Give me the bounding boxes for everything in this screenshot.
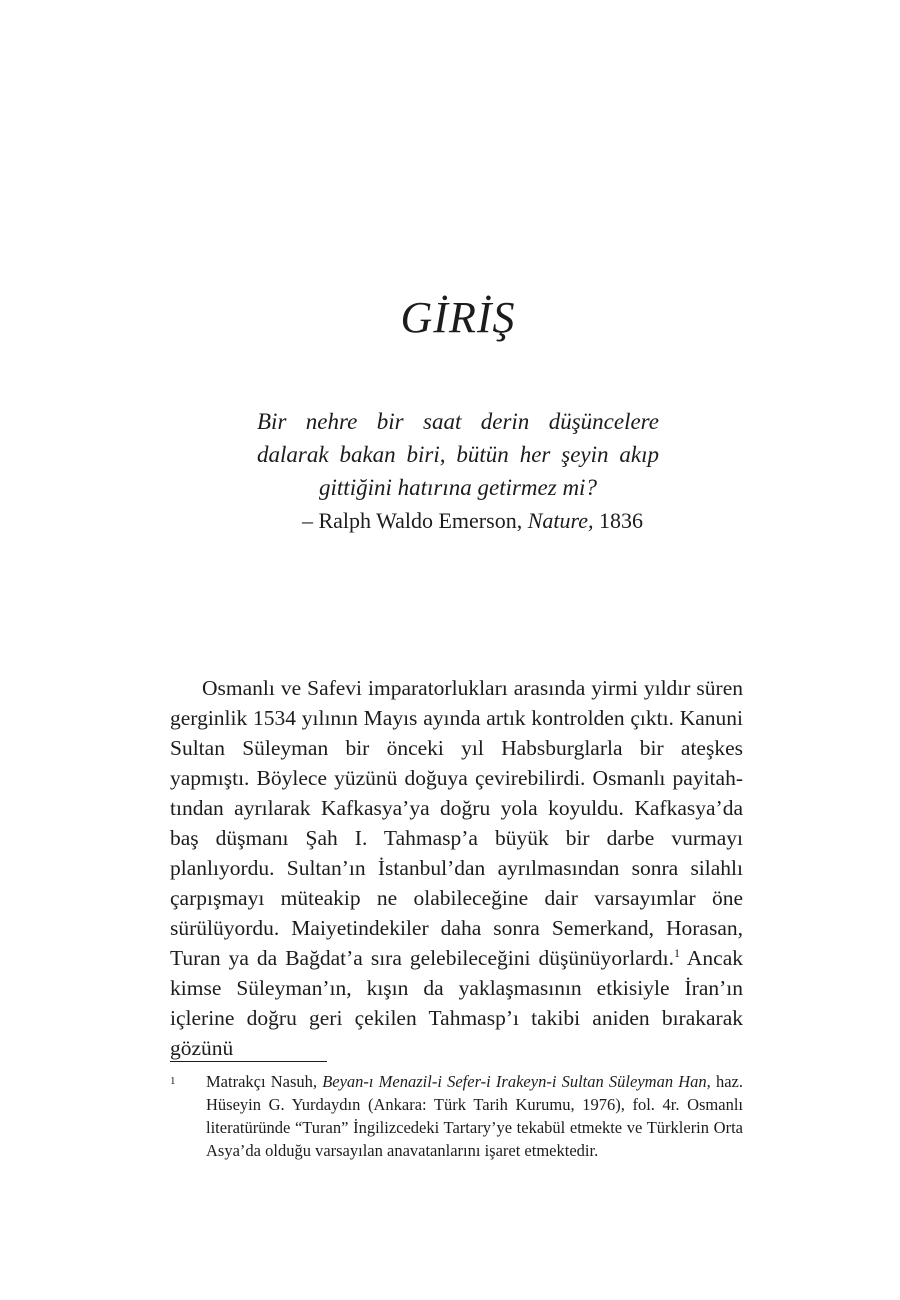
footnote (170, 1070, 743, 1162)
epigraph (257, 405, 659, 537)
epigraph-year: 1836 (593, 508, 643, 533)
body-text-part-2: Ancak kimse Süleyman’ın, kışın da yaklaşmasının etkisiyle İran’ın içlerine doğru geri çekilen Tahmasp’ı takibi aniden bırakarak gözünü (170, 946, 743, 1060)
epigraph-quote: Bir nehre bir saat derin düşüncelere dalarak bakan biri, bütün her şeyin akıp gittiğini hatırına getirmez mi? (257, 409, 659, 500)
footnote-reference[interactable]: 1 (674, 946, 681, 960)
footnote-number: 1 (170, 1075, 176, 1087)
epigraph-work-title: Nature, (527, 508, 594, 533)
chapter-title: GİRİŞ (400, 293, 516, 342)
footnote-citation: , haz. Hüseyin G. Yurdaydın (Ankara: Türk Tarih Kurumu, 1976), fol. 4r. Osmanlı literatüründe “Turan” İngilizcedeki Tartary’ye tekabül etmekte ve Türklerin Orta Asya’da olduğu varsayılan anavatanlarını işaret etmektedir. (206, 1072, 743, 1160)
footnote-author: Matrakçı Nasuh, (206, 1072, 323, 1091)
footnote-text (206, 1070, 743, 1162)
body-text-part-1: Osmanlı ve Safevi imparatorlukları arasında yirmi yıldır süren gerginlik 1534 yılının Mayıs ayında artık kontrolden çıktı. Kanuni Sultan Süleyman bir önceki yıl Habsburglarla bir ateşkes yapmıştı. Böylece yüzünü doğuya çevirebilirdi. Osmanlı payitahtından ayrılarak Kafkasya’ya doğru yola koyuldu. Kafkasya’da baş düşmanı Şah I. Tahmasp’a büyük bir darbe vurmayı planlıyordu. Sultan’ın İstanbul’dan ayrılmasından sonra silahlı çarpışmayı müteakip ne olabileceğine dair varsayımlar öne sürülüyordu. Maiyetindekiler daha sonra Semerkand, Horasan, Turan ya da Bağdat’a sıra gelebileceğini düşünüyorlardı. (170, 676, 743, 970)
epigraph-attribution (257, 504, 659, 537)
footnote-divider (170, 1061, 327, 1062)
body-paragraph (170, 673, 743, 1063)
footnote-work-title: Beyan-ı Menazil-i Sefer-i Irakeyn-i Sultan Süleyman Han (322, 1072, 707, 1091)
epigraph-author: – Ralph Waldo Emerson, (301, 508, 528, 533)
